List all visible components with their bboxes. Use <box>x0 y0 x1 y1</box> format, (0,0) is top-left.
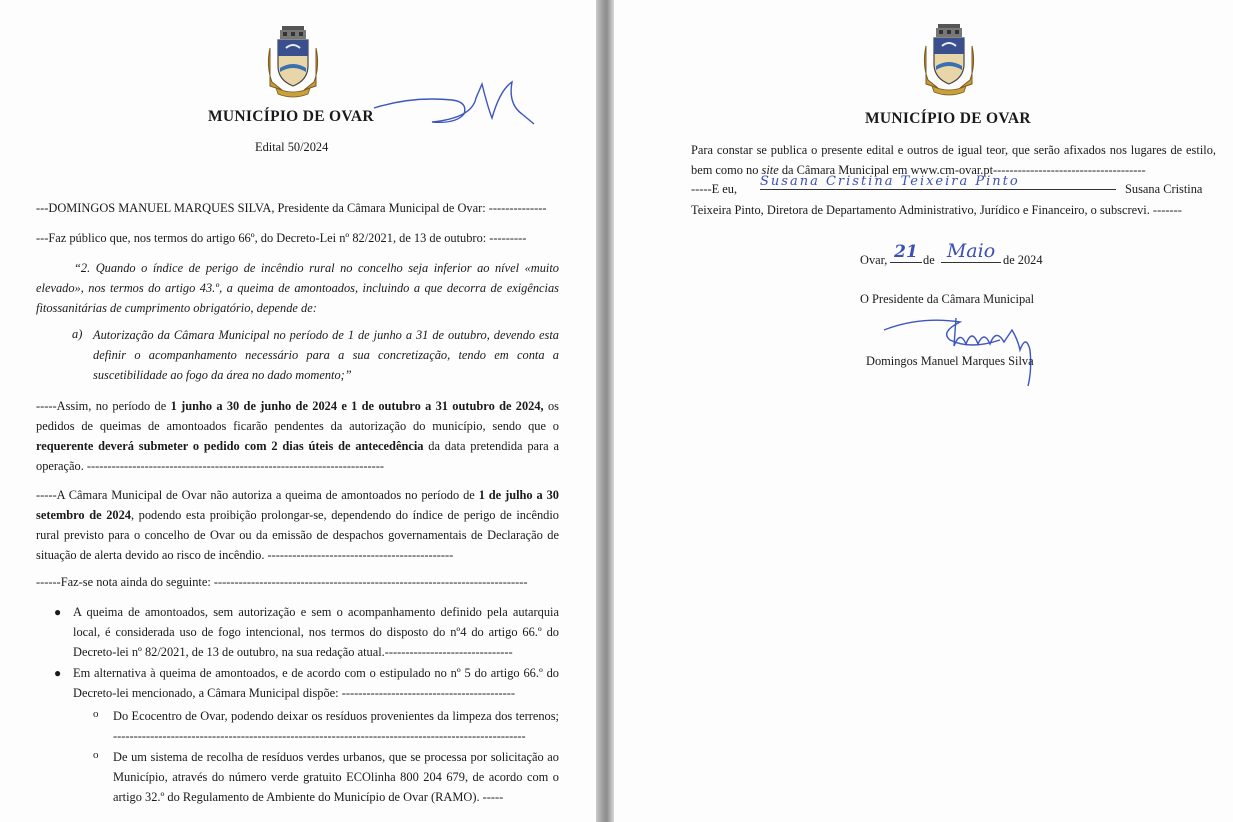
assim-bold-requirement: requerente deverá submeter o pedido com 2 dias úteis de antecedência <box>36 439 424 453</box>
publication-text-2: da Câmara Municipal em www.cm-ovar.pt------------------------------------- <box>778 163 1146 177</box>
camara-text-1: -----A Câmara Municipal de Ovar não autoriza a queima de amontoados no período de <box>36 488 479 502</box>
legal-quote: “2. Quando o índice de perigo de incêndio rural no concelho seja inferior ao nível «muito elevado», nos termos do artigo 43.º, a queima de amontoados, incluindo a que decorra de exigências fitossanitárias de cumprimento obrigatório, depende de: <box>36 261 559 315</box>
date-suffix: de 2024 <box>1003 253 1043 267</box>
document-page-left <box>0 0 596 822</box>
coat-of-arms-icon <box>262 26 324 98</box>
subscriber-role: Teixeira Pinto, Diretora de Departamento Administrativo, Jurídico e Financeiro, o subscrevi. ------- <box>691 203 1182 217</box>
sub-bullet-icon: o <box>93 749 99 761</box>
publication-text-1: Para constar se publica o presente edital e outros de igual teor, que serão afixados nos lugares de estilo, bem como no <box>691 143 1216 177</box>
bullet-item-1: A queima de amontoados, sem autorização e sem o acompanhamento definido pela autarquia local, é considerada uso de fogo intencional, nos termos do disposto do nº4 do artigo 66.º do Decreto-lei nº 82/2021, de 13 de outubro, na sua redação atual.------------------------------- <box>73 605 559 659</box>
assim-text-3: da data pretendida para a operação. ------------------------------------------------------------------------ <box>36 439 559 473</box>
sub-bullet-icon: o <box>93 708 99 720</box>
bullet-icon: ● <box>54 605 62 619</box>
president-title: O Presidente da Câmara Municipal <box>860 292 1035 306</box>
date-day-handwritten: 21 <box>890 242 922 263</box>
subscriber-name-start: Susana Cristina <box>1125 182 1203 196</box>
nota-line: ------Faz-se nota ainda do seguinte: ---------------------------------------------------------------------------- <box>36 575 528 589</box>
signature-icon <box>372 78 537 134</box>
page-gutter <box>596 0 614 822</box>
date-month-handwritten: Maio <box>941 240 1001 263</box>
camara-text-2: , podendo esta proibição prolongar-se, dependendo do índice de perigo de incêndio rural previsto para o concelho de Ovar ou da emissão de despachos governamentais de Declaração de situação de alerta devido ao risco de incêndio. --------------------------------------------- <box>36 508 559 562</box>
sub-item-1: Do Ecocentro de Ovar, podendo deixar os resíduos provenientes da limpeza dos terrenos; ---------------------------------------------------------------------------------------------------- <box>113 709 559 743</box>
faz-publico-line: ---Faz público que, nos termos do artigo 66º, do Decreto-Lei nº 82/2021, de 13 de outubro: --------- <box>36 231 527 245</box>
page-title: MUNICÍPIO DE OVAR <box>865 110 1031 127</box>
subscriber-handwritten-name: Susana Cristina Teixeira Pinto <box>760 174 1116 190</box>
president-name: Domingos Manuel Marques Silva <box>866 354 1034 368</box>
coat-of-arms-icon <box>918 24 980 96</box>
assim-bold-dates: 1 junho a 30 de junho de 2024 e 1 de outubro a 31 outubro de 2024, <box>170 399 544 413</box>
signature-icon <box>880 310 1060 390</box>
camara-bold-dates: 1 de julho a 30 setembro de 2024 <box>36 488 560 522</box>
assim-text-2: os pedidos de queimas de amontoados ficarão pendentes da autorização do município, sendo que o <box>36 399 559 433</box>
date-de: de <box>923 253 935 267</box>
bullet-icon: ● <box>54 666 62 680</box>
sub-item-2: De um sistema de recolha de resíduos verdes urbanos, que se processa por solicitação ao Município, através do número verde gratuito ECOlinha 800 204 679, de acordo com o artigo 32.º do Regulamento de Ambiente do Município de Ovar (RAMO). ----- <box>113 750 559 804</box>
date-prefix: Ovar, <box>860 253 888 267</box>
page-title: MUNICÍPIO DE OVAR <box>208 108 374 125</box>
document-page-right <box>614 0 1233 822</box>
assim-paragraph <box>36 396 559 476</box>
camara-paragraph <box>36 485 559 565</box>
assim-text-1: -----Assim, no período de <box>36 399 171 413</box>
publication-site-word: site <box>761 163 779 177</box>
quote-item-label: a) <box>72 327 83 341</box>
quote-item-a: Autorização da Câmara Municipal no período de 1 de junho a 31 de outubro, devendo esta definir o acompanhamento necessário para a sua concretização, tendo em conta a suscetibilidade ao fogo da área no dado momento;” <box>93 328 559 382</box>
president-line: ---DOMINGOS MANUEL MARQUES SILVA, Presidente da Câmara Municipal de Ovar: -------------- <box>36 201 547 215</box>
subscriber-prefix: -----E eu, <box>691 182 738 196</box>
bullet-item-2: Em alternativa à queima de amontoados, e de acordo com o estipulado no nº 5 do artigo 66.º do Decreto-lei mencionado, a Câmara Municipal dispõe: ------------------------------------------ <box>73 666 559 700</box>
edital-number: Edital 50/2024 <box>255 140 329 154</box>
